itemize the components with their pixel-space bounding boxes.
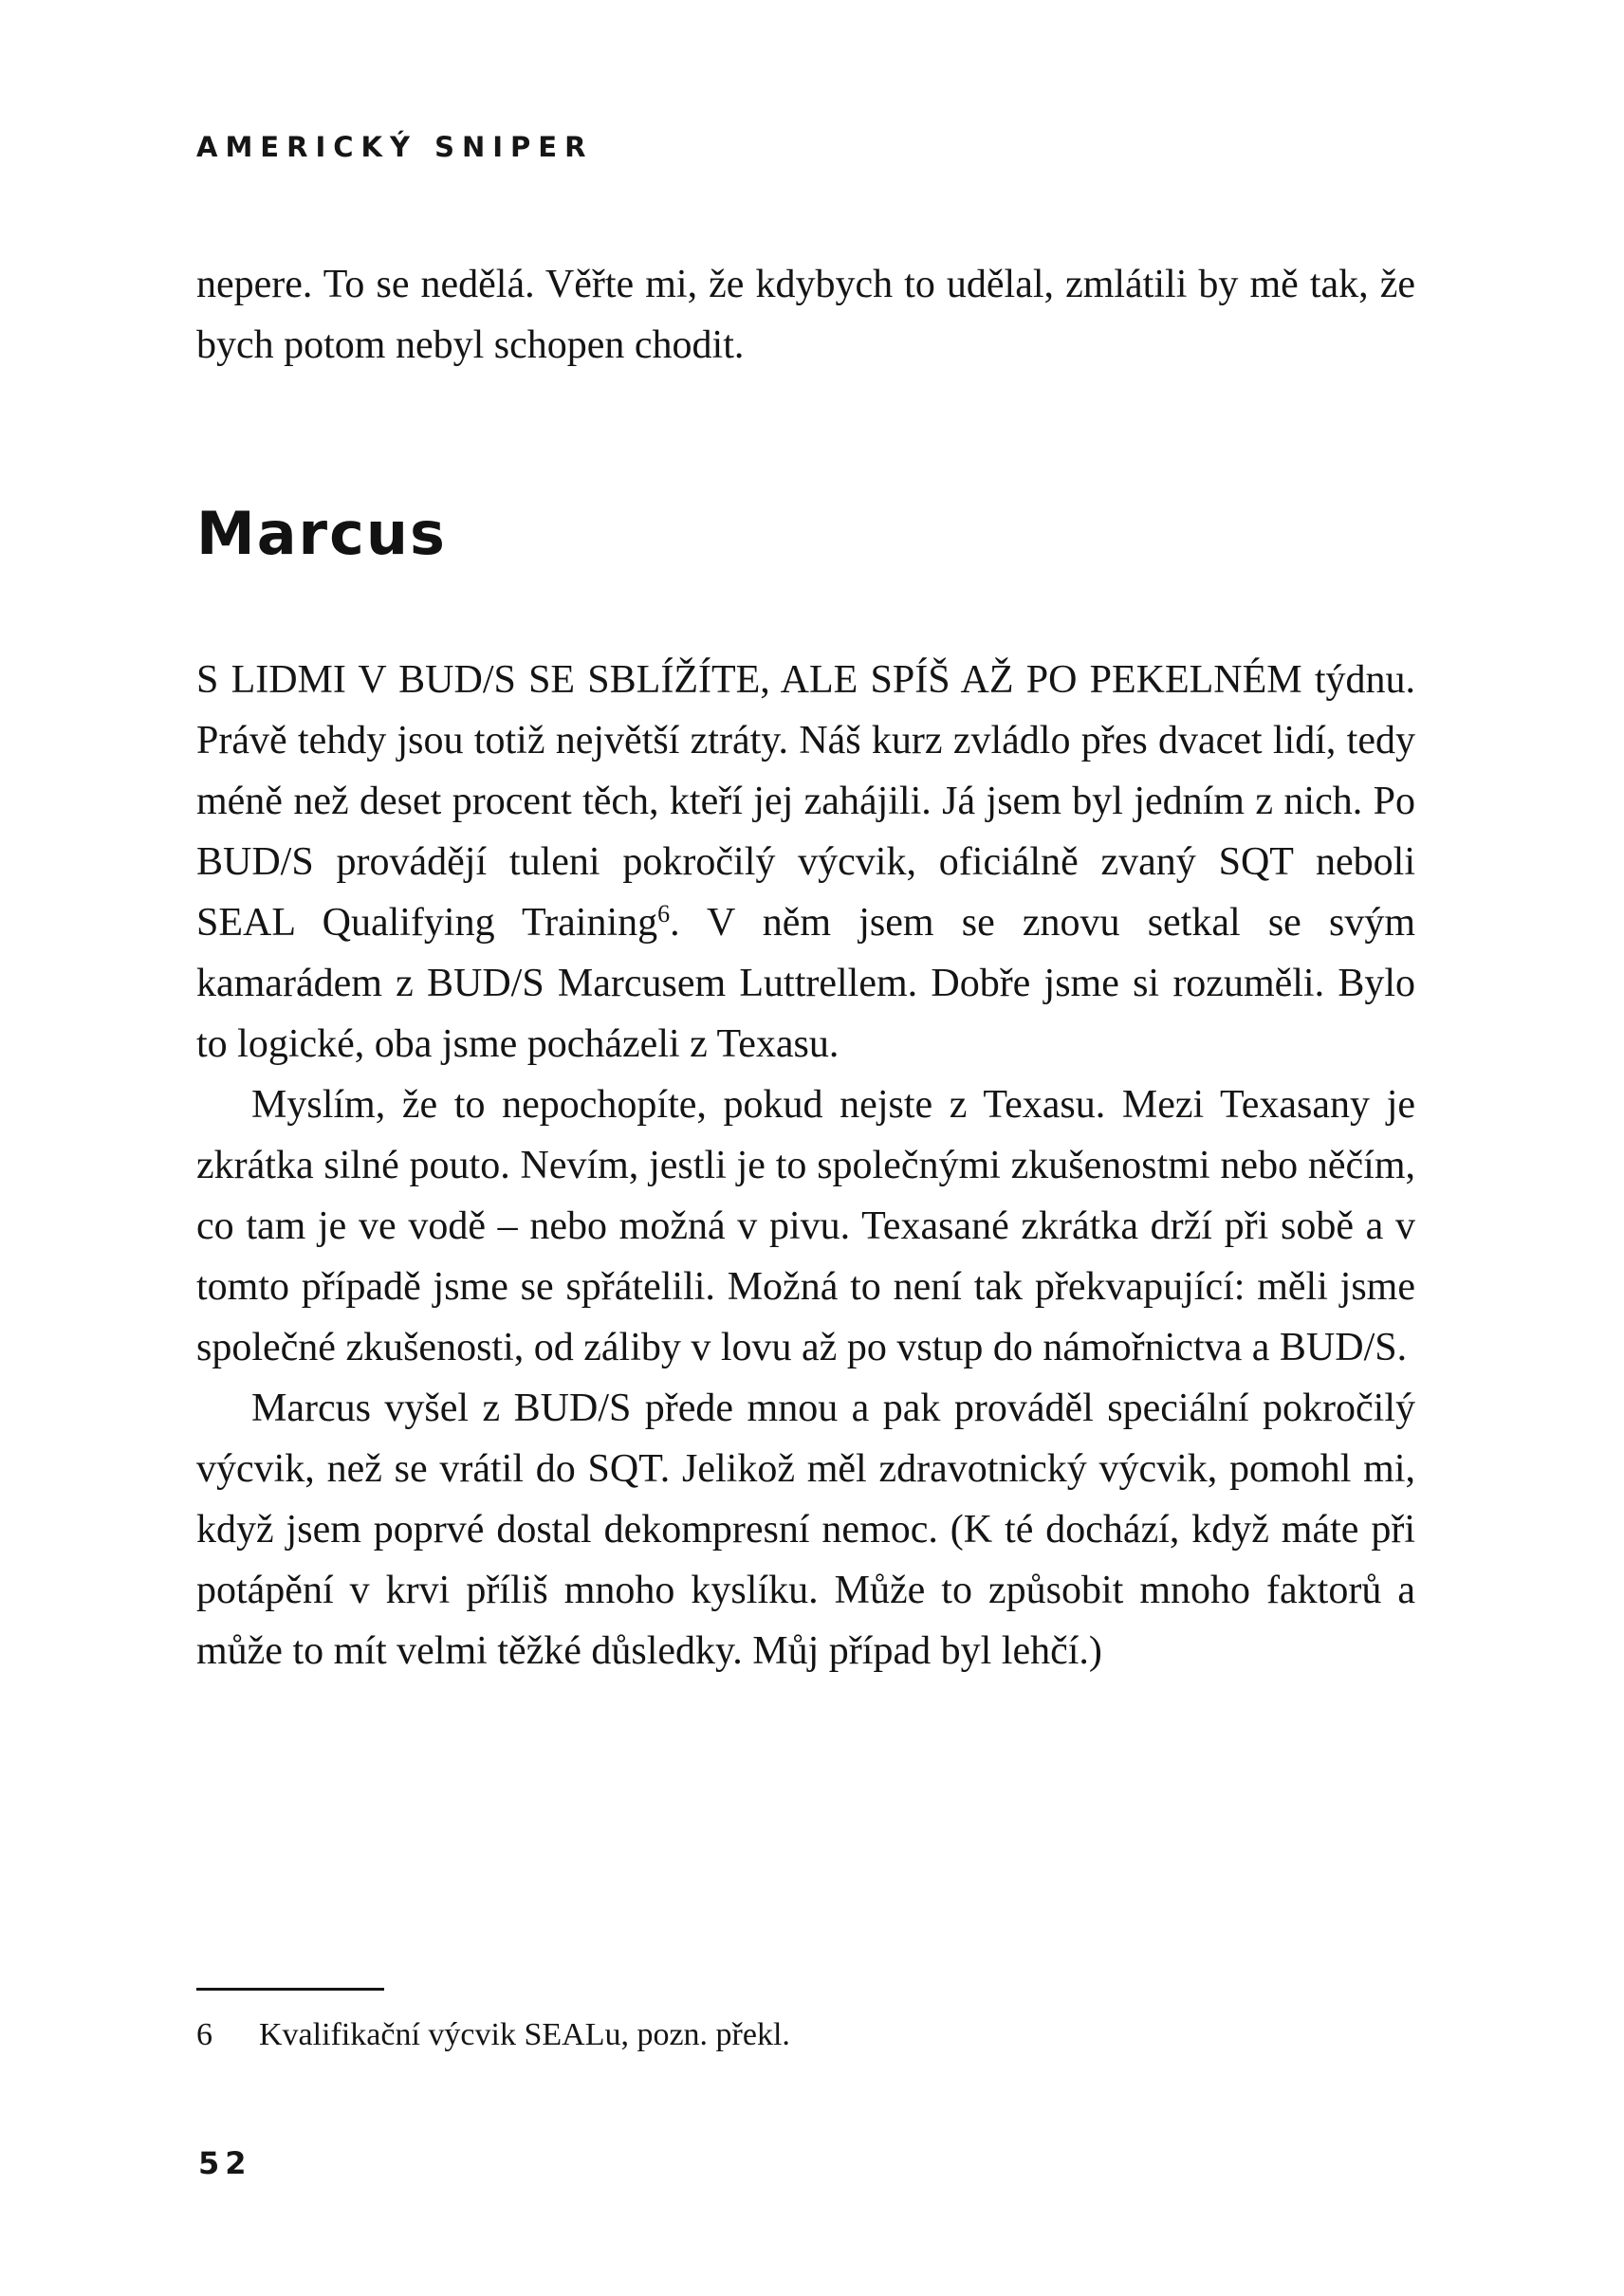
- footnote-marker: 6: [657, 900, 671, 928]
- section-heading: Marcus: [196, 499, 447, 568]
- footnote-number: 6: [196, 2017, 212, 2052]
- footnote-block: [196, 1988, 1415, 2057]
- paragraph-3: Marcus vyšel z BUD/S přede mnou a pak prováděl speciální pokročilý výcvik, než se vrátil do SQT. Jelikož měl zdravotnický výcvik, pomohl mi, když jsem poprvé dostal dekompresní nemoc. (K té dochází, když máte při potápění v krvi příliš mnoho kyslíku. Může to způsobit mnoho faktorů a může to mít velmi těžké důsledky. Můj případ byl lehčí.): [196, 1387, 1415, 1673]
- paragraph-1-text-continued: . V něm jsem se znovu setkal se svým kamarádem z BUD/S Marcusem Luttrellem. Dobře jsme si rozuměli. Bylo to logické, oba jsme pocházeli z Texasu.: [196, 901, 1415, 1066]
- paragraph-2: Myslím, že to nepochopíte, pokud nejste z Texasu. Mezi Texasany je zkrátka silné pouto. Nevím, jestli je to společnými zkušenostmi nebo něčím, co tam je ve vodě – nebo možná v pivu. Texasané zkrátka drží při sobě a v tomto případě jsme se spřátelili. Možná to není tak překvapující: měli jsme společné zkušenosti, od záliby v lovu až po vstup do námořnictva a BUD/S.: [196, 1083, 1415, 1369]
- footnote: [196, 2013, 1415, 2057]
- running-head: AMERICKÝ SNIPER: [196, 131, 594, 163]
- footnote-divider: [196, 1988, 384, 1991]
- opening-paragraph: nepere. To se nedělá. Věřte mi, že kdybych to udělal, zmlátili by mě tak, že bych potom nebyl schopen chodit.: [196, 263, 1415, 367]
- paragraph-1: [196, 650, 1415, 1075]
- lead-in-caps: S LIDMI V BUD/S SE SBLÍŽÍTE, ALE SPÍŠ AŽ PO PEKELNÉM: [196, 658, 1302, 702]
- page-number: 52: [198, 2145, 252, 2181]
- footnote-text: Kvalifikační výcvik SEALu, pozn. překl.: [259, 2017, 790, 2052]
- paragraph-1-text: týdnu. Právě tehdy jsou totiž největší ztráty. Náš kurz zvládlo přes dvacet lidí, tedy méně než deset procent těch, kteří jej zahájili. Já jsem byl jedním z nich. Po BUD/S provádějí tuleni pokročilý výcvik, oficiálně zvaný SQT neboli SEAL Qualifying Training: [196, 658, 1415, 945]
